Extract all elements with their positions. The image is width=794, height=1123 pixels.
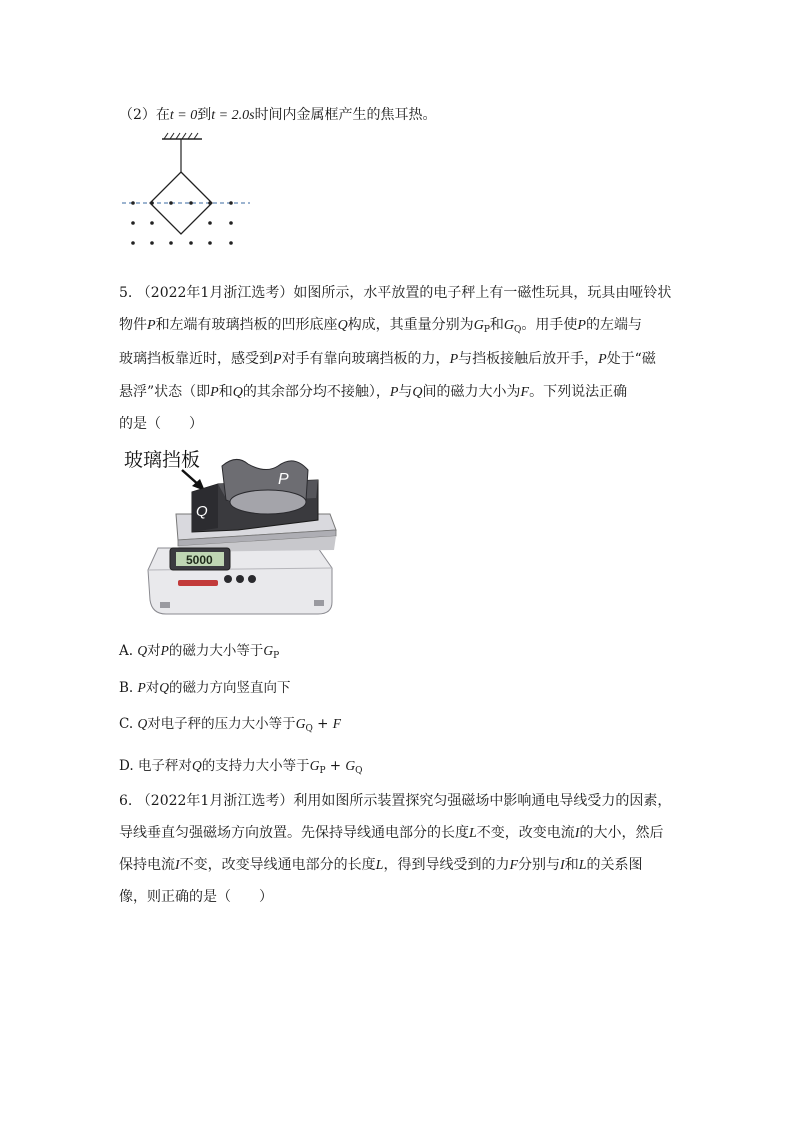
plus-sign: + <box>312 716 333 732</box>
display-reading: 5000 <box>186 553 213 567</box>
dumbbell-P <box>222 459 308 514</box>
math-Q: Q <box>159 680 170 695</box>
text: 对电子秤的压力大小等于 <box>147 716 296 732</box>
math-P: P <box>389 385 399 400</box>
math-P: P <box>598 352 607 367</box>
math-I: I <box>574 826 580 841</box>
text: 的左端与 <box>585 317 642 333</box>
text: 时间内金属框产生的焦耳热。 <box>254 107 437 123</box>
math-P: P <box>210 385 219 400</box>
text: 的磁力大小等于 <box>168 643 264 659</box>
text: 的其余部分均不接触）， <box>242 384 390 400</box>
math-Q: Q <box>232 385 243 400</box>
math-G: G <box>295 716 306 731</box>
text: 像，则正确的是（ ） <box>119 889 273 905</box>
text: 不变，改变导线通电部分的长度 <box>179 857 376 873</box>
scale-display <box>170 548 230 570</box>
plus-sign: + <box>325 758 346 774</box>
text: 保持电流 <box>119 857 175 873</box>
text: 和左端有玻璃挡板的凹形底座 <box>155 317 338 333</box>
q6-line-2 <box>119 822 663 842</box>
text: 到 <box>197 107 212 123</box>
text: 的磁力方向竖直向下 <box>169 680 291 696</box>
option-C[interactable] <box>119 712 341 734</box>
ceiling-support <box>162 133 202 139</box>
text: 分别与 <box>518 857 561 873</box>
q5-line-2 <box>119 314 642 335</box>
sub-question-2 <box>119 104 437 124</box>
text: 。下列说法正确 <box>529 384 628 400</box>
text: 导线垂直匀强磁场方向放置。先保持导线通电部分的长度 <box>119 825 469 841</box>
q5-line-3 <box>119 348 656 368</box>
math-P: P <box>577 318 586 333</box>
q5-line-5 <box>119 413 203 433</box>
text: 和 <box>489 317 504 333</box>
math-G: G <box>309 758 320 773</box>
text: 对手有靠向玻璃挡板的力， <box>281 351 450 367</box>
math-Q: Q <box>337 318 348 333</box>
math-P: P <box>449 352 459 367</box>
text: 和 <box>564 857 579 873</box>
option-label: D. <box>119 758 134 774</box>
math-sub-Q: Q <box>514 325 522 335</box>
q6-line-4 <box>119 886 273 906</box>
Q-label: Q <box>196 503 208 520</box>
text: 的支持力大小等于 <box>201 758 310 774</box>
math-t0: t = 0 <box>169 108 198 123</box>
text: 与 <box>398 384 413 400</box>
q6-line-3 <box>119 854 643 874</box>
electronic-scale-figure <box>118 440 340 620</box>
option-D[interactable] <box>119 754 363 776</box>
math-P: P <box>147 318 156 333</box>
text: 物件 <box>119 317 147 333</box>
math-sub-P: P <box>483 325 490 335</box>
math-G: G <box>503 318 514 333</box>
text: （2）在 <box>119 107 170 123</box>
text: 悬浮”状态（即 <box>119 384 211 400</box>
option-label: B. <box>119 680 134 696</box>
text: 6. （2022年1月浙江选考）利用如图所示装置探究匀强磁场中影响通电导线受力的因素， <box>119 793 672 809</box>
P-label: P <box>278 471 289 488</box>
option-B[interactable] <box>119 676 291 696</box>
math-sub-P: P <box>273 651 280 661</box>
text: 。用手使 <box>521 317 578 333</box>
math-F: F <box>509 858 519 873</box>
label-arrow <box>182 470 205 491</box>
text: 的关系图 <box>586 857 643 873</box>
option-label: A. <box>119 643 134 659</box>
text: 构成，其重量分别为 <box>347 317 474 333</box>
text: 电子秤对 <box>137 758 192 774</box>
glass-baffle-label: 玻璃挡板 <box>124 450 201 471</box>
text: 与挡板接触后放开手， <box>458 351 599 367</box>
math-G: G <box>473 318 484 333</box>
math-F: F <box>520 385 530 400</box>
text: 和 <box>218 384 233 400</box>
q6-line-1 <box>119 790 671 810</box>
text: 玻璃挡板靠近时，感受到 <box>119 351 273 367</box>
text: 不变，改变电流 <box>476 825 575 841</box>
math-P: P <box>273 352 282 367</box>
math-sub-P: P <box>319 766 326 776</box>
math-Q: Q <box>137 643 148 658</box>
text: 对 <box>145 680 160 696</box>
math-Q: Q <box>412 385 423 400</box>
math-G: G <box>263 643 274 658</box>
q5-line-4 <box>119 381 627 401</box>
math-sub-Q: Q <box>355 766 363 776</box>
text: 的大小，然后 <box>579 825 664 841</box>
math-Q: Q <box>137 716 148 731</box>
frame-field-diagram <box>118 132 254 256</box>
math-Q: Q <box>191 758 202 773</box>
math-sub-Q: Q <box>305 724 313 734</box>
math-L: L <box>469 826 477 841</box>
math-t1: t = 2.0s <box>211 108 255 123</box>
math-P: P <box>160 643 169 658</box>
math-I: I <box>175 858 180 873</box>
text: 5. （2022年1月浙江选考）如图所示，水平放置的电子秤上有一磁性玩具，玩具由哑铃状 <box>119 285 672 301</box>
math-F: F <box>332 716 341 731</box>
text: 的是（ ） <box>119 416 203 432</box>
option-label: C. <box>119 716 134 732</box>
text: 处于“磁 <box>606 351 656 367</box>
text: 对 <box>147 643 161 659</box>
text: ，得到导线受到的力 <box>383 857 510 873</box>
math-I: I <box>560 858 565 873</box>
math-P: P <box>137 680 146 695</box>
math-G: G <box>345 758 356 773</box>
option-A[interactable] <box>119 639 279 661</box>
math-L: L <box>375 858 384 873</box>
text: 间的磁力大小为 <box>422 384 521 400</box>
magnetic-field-dots <box>131 201 233 245</box>
q5-line-1 <box>119 282 671 302</box>
math-L: L <box>578 858 587 873</box>
